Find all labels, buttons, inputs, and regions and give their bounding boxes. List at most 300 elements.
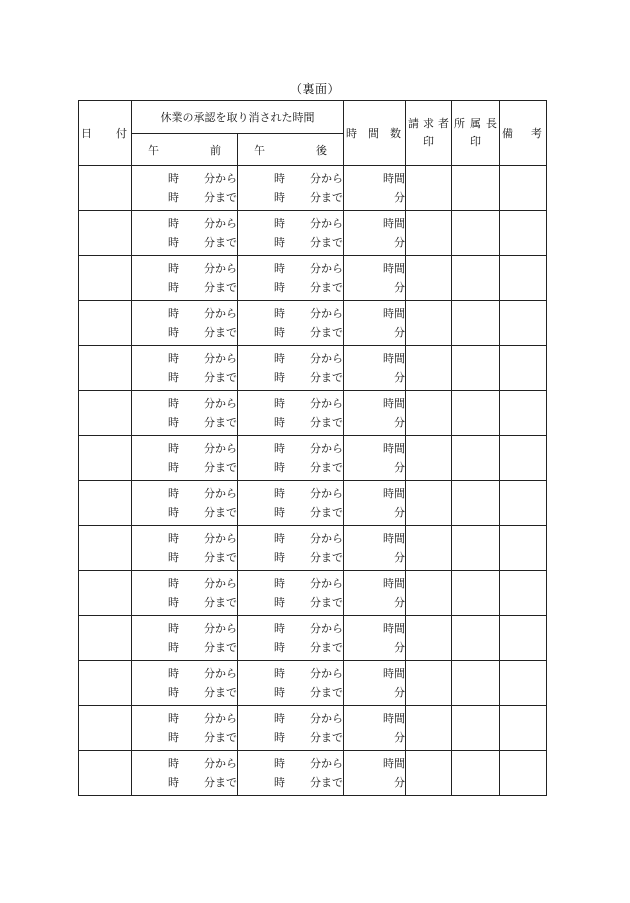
pm-to-label: 分まで xyxy=(310,191,343,204)
hours-unit: 時間 xyxy=(383,487,405,500)
pm-to-label: 分まで xyxy=(310,506,343,519)
pm-to-line xyxy=(238,278,343,297)
am-to-hour-unit: 時 xyxy=(168,506,179,519)
minutes-unit: 分 xyxy=(394,506,405,519)
remarks-cell[interactable] xyxy=(500,661,547,706)
pm-time-cell[interactable] xyxy=(238,706,344,751)
pm-to-line xyxy=(238,233,343,252)
pm-time-cell[interactable] xyxy=(238,616,344,661)
pm-to-label: 分まで xyxy=(310,416,343,429)
am-time-cell[interactable] xyxy=(132,211,238,256)
am-from-line xyxy=(132,169,237,188)
hours-unit: 時間 xyxy=(383,442,405,455)
am-from-line xyxy=(132,574,237,593)
am-time-cell[interactable] xyxy=(132,391,238,436)
pm-to-hour-unit: 時 xyxy=(274,281,285,294)
am-from-label: 分から xyxy=(204,442,237,455)
date-cell[interactable] xyxy=(79,166,132,211)
pm-from-line xyxy=(238,169,343,188)
pm-from-label: 分から xyxy=(310,532,343,545)
hours-unit: 時間 xyxy=(383,307,405,320)
am-to-line xyxy=(132,773,237,792)
am-time-cell[interactable] xyxy=(132,571,238,616)
pm-from-hour-unit: 時 xyxy=(274,397,285,410)
pm-from-hour-unit: 時 xyxy=(274,622,285,635)
date-cell[interactable] xyxy=(79,481,132,526)
table-row xyxy=(79,256,547,301)
minutes-unit: 分 xyxy=(394,416,405,429)
header-requester-char-2: 求 xyxy=(423,117,434,130)
pm-from-line xyxy=(238,439,343,458)
header-hours-char-3: 数 xyxy=(390,127,401,140)
header-remarks-char-2: 考 xyxy=(531,127,542,140)
remarks-cell[interactable] xyxy=(500,481,547,526)
requester-seal-cell[interactable] xyxy=(406,391,452,436)
table-row xyxy=(79,706,547,751)
am-to-hour-unit: 時 xyxy=(168,731,179,744)
header-hours-char-1: 時 xyxy=(346,127,357,140)
am-from-label: 分から xyxy=(204,262,237,275)
pm-from-label: 分から xyxy=(310,622,343,635)
page-title: （裏面） xyxy=(289,82,340,96)
date-cell[interactable] xyxy=(79,526,132,571)
am-to-label: 分まで xyxy=(204,461,237,474)
am-time-cell[interactable] xyxy=(132,166,238,211)
am-from-label: 分から xyxy=(204,667,237,680)
pm-to-hour-unit: 時 xyxy=(274,191,285,204)
header-am-char-2: 前 xyxy=(210,143,221,157)
am-from-line xyxy=(132,709,237,728)
header-supervisor-char-2: 属 xyxy=(470,117,481,130)
supervisor-seal-cell[interactable] xyxy=(452,301,500,346)
pm-to-line xyxy=(238,413,343,432)
pm-from-line xyxy=(238,349,343,368)
pm-from-label: 分から xyxy=(310,172,343,185)
pm-from-label: 分から xyxy=(310,487,343,500)
am-time-cell[interactable] xyxy=(132,526,238,571)
am-to-hour-unit: 時 xyxy=(168,596,179,609)
requester-seal-cell[interactable] xyxy=(406,616,452,661)
am-to-label: 分まで xyxy=(204,776,237,789)
pm-from-hour-unit: 時 xyxy=(274,307,285,320)
remarks-cell[interactable] xyxy=(500,436,547,481)
supervisor-seal-cell[interactable] xyxy=(452,661,500,706)
date-cell[interactable] xyxy=(79,706,132,751)
pm-from-line xyxy=(238,304,343,323)
pm-from-line xyxy=(238,709,343,728)
pm-from-label: 分から xyxy=(310,352,343,365)
pm-from-label: 分から xyxy=(310,397,343,410)
am-time-cell[interactable] xyxy=(132,481,238,526)
pm-from-hour-unit: 時 xyxy=(274,577,285,590)
supervisor-seal-cell[interactable] xyxy=(452,526,500,571)
am-time-cell[interactable] xyxy=(132,436,238,481)
remarks-cell[interactable] xyxy=(500,346,547,391)
hours-unit: 時間 xyxy=(383,172,405,185)
am-time-cell[interactable] xyxy=(132,706,238,751)
pm-time-cell[interactable] xyxy=(238,436,344,481)
hours-cell[interactable] xyxy=(344,301,406,346)
am-to-hour-unit: 時 xyxy=(168,281,179,294)
pm-time-cell[interactable] xyxy=(238,256,344,301)
pm-to-line xyxy=(238,368,343,387)
pm-to-line xyxy=(238,593,343,612)
am-to-line xyxy=(132,593,237,612)
am-to-line xyxy=(132,683,237,702)
supervisor-seal-cell[interactable] xyxy=(452,166,500,211)
am-from-line xyxy=(132,484,237,503)
am-from-hour-unit: 時 xyxy=(168,262,179,275)
remarks-cell[interactable] xyxy=(500,751,547,796)
hours-cell[interactable] xyxy=(344,391,406,436)
hours-cell[interactable] xyxy=(344,571,406,616)
pm-to-line xyxy=(238,683,343,702)
minutes-unit: 分 xyxy=(394,326,405,339)
hours-cell[interactable] xyxy=(344,346,406,391)
pm-from-hour-unit: 時 xyxy=(274,172,285,185)
am-to-hour-unit: 時 xyxy=(168,776,179,789)
am-from-line xyxy=(132,754,237,773)
pm-from-label: 分から xyxy=(310,442,343,455)
am-from-label: 分から xyxy=(204,352,237,365)
header-remarks xyxy=(500,101,547,166)
minutes-unit: 分 xyxy=(394,236,405,249)
header-pm xyxy=(238,134,344,166)
pm-to-hour-unit: 時 xyxy=(274,326,285,339)
pm-from-line xyxy=(238,619,343,638)
am-from-hour-unit: 時 xyxy=(168,352,179,365)
requester-seal-cell[interactable] xyxy=(406,481,452,526)
am-to-label: 分まで xyxy=(204,236,237,249)
am-to-line xyxy=(132,638,237,657)
table-body xyxy=(79,166,547,796)
remarks-cell[interactable] xyxy=(500,526,547,571)
pm-to-line xyxy=(238,458,343,477)
am-from-hour-unit: 時 xyxy=(168,667,179,680)
am-from-label: 分から xyxy=(204,532,237,545)
pm-to-hour-unit: 時 xyxy=(274,641,285,654)
remarks-cell[interactable] xyxy=(500,391,547,436)
supervisor-seal-cell[interactable] xyxy=(452,616,500,661)
am-to-hour-unit: 時 xyxy=(168,641,179,654)
supervisor-seal-cell[interactable] xyxy=(452,436,500,481)
header-supervisor-char-1: 所 xyxy=(454,117,465,130)
requester-seal-cell[interactable] xyxy=(406,661,452,706)
hours-cell[interactable] xyxy=(344,166,406,211)
header-pm-char-1: 午 xyxy=(254,143,265,157)
pm-time-cell[interactable] xyxy=(238,571,344,616)
header-supervisor-seal-label: 印 xyxy=(470,135,481,148)
table-row xyxy=(79,571,547,616)
table-row xyxy=(79,616,547,661)
hours-cell[interactable] xyxy=(344,706,406,751)
pm-to-line xyxy=(238,638,343,657)
pm-to-hour-unit: 時 xyxy=(274,236,285,249)
requester-seal-cell[interactable] xyxy=(406,166,452,211)
am-to-line xyxy=(132,323,237,342)
header-requester-char-3: 者 xyxy=(438,117,449,130)
pm-to-hour-unit: 時 xyxy=(274,371,285,384)
am-time-cell[interactable] xyxy=(132,661,238,706)
am-to-hour-unit: 時 xyxy=(168,326,179,339)
am-to-hour-unit: 時 xyxy=(168,191,179,204)
requester-seal-cell[interactable] xyxy=(406,346,452,391)
table-row xyxy=(79,526,547,571)
pm-from-line xyxy=(238,664,343,683)
minutes-unit: 分 xyxy=(394,371,405,384)
remarks-cell[interactable] xyxy=(500,301,547,346)
am-to-line xyxy=(132,728,237,747)
header-date xyxy=(79,101,132,166)
pm-to-line xyxy=(238,188,343,207)
am-from-hour-unit: 時 xyxy=(168,397,179,410)
pm-from-hour-unit: 時 xyxy=(274,532,285,545)
date-cell[interactable] xyxy=(79,751,132,796)
pm-from-hour-unit: 時 xyxy=(274,262,285,275)
am-to-label: 分まで xyxy=(204,596,237,609)
pm-to-label: 分まで xyxy=(310,236,343,249)
pm-to-label: 分まで xyxy=(310,686,343,699)
supervisor-seal-cell[interactable] xyxy=(452,751,500,796)
pm-time-cell[interactable] xyxy=(238,346,344,391)
remarks-cell[interactable] xyxy=(500,256,547,301)
pm-from-label: 分から xyxy=(310,307,343,320)
requester-seal-cell[interactable] xyxy=(406,301,452,346)
remarks-cell[interactable] xyxy=(500,616,547,661)
pm-to-hour-unit: 時 xyxy=(274,506,285,519)
pm-to-label: 分まで xyxy=(310,371,343,384)
supervisor-seal-cell[interactable] xyxy=(452,481,500,526)
header-am xyxy=(132,134,238,166)
header-supervisor-seal xyxy=(452,101,500,166)
am-from-line xyxy=(132,214,237,233)
pm-to-line xyxy=(238,548,343,567)
date-cell[interactable] xyxy=(79,301,132,346)
am-from-label: 分から xyxy=(204,577,237,590)
am-from-hour-unit: 時 xyxy=(168,172,179,185)
requester-seal-cell[interactable] xyxy=(406,526,452,571)
date-cell[interactable] xyxy=(79,346,132,391)
am-to-line xyxy=(132,413,237,432)
header-am-char-1: 午 xyxy=(148,143,159,157)
am-time-cell[interactable] xyxy=(132,616,238,661)
pm-to-hour-unit: 時 xyxy=(274,686,285,699)
am-from-line xyxy=(132,394,237,413)
minutes-unit: 分 xyxy=(394,596,405,609)
supervisor-seal-cell[interactable] xyxy=(452,346,500,391)
requester-seal-cell[interactable] xyxy=(406,256,452,301)
pm-to-label: 分まで xyxy=(310,281,343,294)
am-time-cell[interactable] xyxy=(132,301,238,346)
am-to-hour-unit: 時 xyxy=(168,686,179,699)
minutes-unit: 分 xyxy=(394,686,405,699)
hours-cell[interactable] xyxy=(344,526,406,571)
minutes-unit: 分 xyxy=(394,731,405,744)
pm-from-line xyxy=(238,754,343,773)
pm-to-line xyxy=(238,323,343,342)
pm-from-label: 分から xyxy=(310,757,343,770)
am-time-cell[interactable] xyxy=(132,751,238,796)
table-row xyxy=(79,391,547,436)
minutes-unit: 分 xyxy=(394,191,405,204)
am-from-label: 分から xyxy=(204,712,237,725)
header-pm-char-2: 後 xyxy=(316,143,327,157)
minutes-unit: 分 xyxy=(394,776,405,789)
header-supervisor-char-3: 長 xyxy=(486,117,497,130)
header-cancelled-time: 休業の承認を取り消された時間 xyxy=(132,101,344,134)
pm-from-label: 分から xyxy=(310,667,343,680)
minutes-unit: 分 xyxy=(394,641,405,654)
date-cell[interactable] xyxy=(79,571,132,616)
pm-to-label: 分まで xyxy=(310,641,343,654)
supervisor-seal-cell[interactable] xyxy=(452,391,500,436)
hours-unit: 時間 xyxy=(383,622,405,635)
hours-unit: 時間 xyxy=(383,532,405,545)
am-to-label: 分まで xyxy=(204,506,237,519)
table-row xyxy=(79,166,547,211)
pm-to-label: 分まで xyxy=(310,326,343,339)
am-to-label: 分まで xyxy=(204,641,237,654)
pm-to-label: 分まで xyxy=(310,551,343,564)
am-to-label: 分まで xyxy=(204,416,237,429)
requester-seal-cell[interactable] xyxy=(406,571,452,616)
am-from-hour-unit: 時 xyxy=(168,532,179,545)
header-hours-char-2: 間 xyxy=(368,127,379,140)
am-from-line xyxy=(132,439,237,458)
am-from-line xyxy=(132,529,237,548)
pm-time-cell[interactable] xyxy=(238,211,344,256)
minutes-unit: 分 xyxy=(394,461,405,474)
pm-from-hour-unit: 時 xyxy=(274,667,285,680)
am-to-line xyxy=(132,368,237,387)
hours-cell[interactable] xyxy=(344,751,406,796)
am-from-line xyxy=(132,349,237,368)
date-cell[interactable] xyxy=(79,391,132,436)
am-from-label: 分から xyxy=(204,487,237,500)
pm-time-cell[interactable] xyxy=(238,166,344,211)
pm-from-line xyxy=(238,394,343,413)
minutes-unit: 分 xyxy=(394,551,405,564)
am-to-label: 分まで xyxy=(204,686,237,699)
hours-cell[interactable] xyxy=(344,661,406,706)
table-row xyxy=(79,661,547,706)
minutes-unit: 分 xyxy=(394,281,405,294)
hours-cell[interactable] xyxy=(344,256,406,301)
am-to-line xyxy=(132,458,237,477)
am-time-cell[interactable] xyxy=(132,256,238,301)
pm-from-hour-unit: 時 xyxy=(274,352,285,365)
hours-unit: 時間 xyxy=(383,217,405,230)
hours-cell[interactable] xyxy=(344,211,406,256)
pm-to-label: 分まで xyxy=(310,731,343,744)
pm-to-hour-unit: 時 xyxy=(274,731,285,744)
am-to-hour-unit: 時 xyxy=(168,461,179,474)
table-row xyxy=(79,346,547,391)
am-to-label: 分まで xyxy=(204,731,237,744)
pm-from-line xyxy=(238,214,343,233)
hours-unit: 時間 xyxy=(383,667,405,680)
pm-to-hour-unit: 時 xyxy=(274,551,285,564)
am-from-label: 分から xyxy=(204,622,237,635)
requester-seal-cell[interactable] xyxy=(406,751,452,796)
pm-from-hour-unit: 時 xyxy=(274,487,285,500)
pm-time-cell[interactable] xyxy=(238,661,344,706)
pm-time-cell[interactable] xyxy=(238,391,344,436)
date-cell[interactable] xyxy=(79,436,132,481)
am-from-hour-unit: 時 xyxy=(168,217,179,230)
pm-from-label: 分から xyxy=(310,577,343,590)
requester-seal-cell[interactable] xyxy=(406,211,452,256)
hours-cell[interactable] xyxy=(344,616,406,661)
am-to-line xyxy=(132,503,237,522)
table-row xyxy=(79,301,547,346)
am-from-hour-unit: 時 xyxy=(168,307,179,320)
am-from-hour-unit: 時 xyxy=(168,757,179,770)
am-from-label: 分から xyxy=(204,217,237,230)
header-remarks-char-1: 備 xyxy=(502,127,513,140)
supervisor-seal-cell[interactable] xyxy=(452,211,500,256)
remarks-cell[interactable] xyxy=(500,166,547,211)
am-from-hour-unit: 時 xyxy=(168,712,179,725)
hours-unit: 時間 xyxy=(383,262,405,275)
am-to-label: 分まで xyxy=(204,326,237,339)
pm-to-hour-unit: 時 xyxy=(274,776,285,789)
pm-from-line xyxy=(238,484,343,503)
remarks-cell[interactable] xyxy=(500,211,547,256)
pm-time-cell[interactable] xyxy=(238,301,344,346)
table-row xyxy=(79,211,547,256)
am-from-line xyxy=(132,619,237,638)
leave-cancellation-table xyxy=(78,100,547,796)
remarks-cell[interactable] xyxy=(500,571,547,616)
table-row xyxy=(79,751,547,796)
pm-time-cell[interactable] xyxy=(238,526,344,571)
am-from-label: 分から xyxy=(204,172,237,185)
pm-to-label: 分まで xyxy=(310,776,343,789)
remarks-cell[interactable] xyxy=(500,706,547,751)
pm-from-hour-unit: 時 xyxy=(274,757,285,770)
supervisor-seal-cell[interactable] xyxy=(452,256,500,301)
pm-from-line xyxy=(238,259,343,278)
am-to-label: 分まで xyxy=(204,191,237,204)
pm-time-cell[interactable] xyxy=(238,481,344,526)
am-from-hour-unit: 時 xyxy=(168,577,179,590)
pm-from-hour-unit: 時 xyxy=(274,442,285,455)
requester-seal-cell[interactable] xyxy=(406,436,452,481)
pm-time-cell[interactable] xyxy=(238,751,344,796)
am-to-label: 分まで xyxy=(204,371,237,384)
am-to-line xyxy=(132,188,237,207)
date-cell[interactable] xyxy=(79,256,132,301)
hours-unit: 時間 xyxy=(383,757,405,770)
date-cell[interactable] xyxy=(79,616,132,661)
pm-to-line xyxy=(238,773,343,792)
hours-unit: 時間 xyxy=(383,577,405,590)
am-time-cell[interactable] xyxy=(132,346,238,391)
pm-from-line xyxy=(238,574,343,593)
pm-to-label: 分まで xyxy=(310,461,343,474)
hours-cell[interactable] xyxy=(344,436,406,481)
am-from-line xyxy=(132,664,237,683)
pm-from-label: 分から xyxy=(310,712,343,725)
supervisor-seal-cell[interactable] xyxy=(452,706,500,751)
date-cell[interactable] xyxy=(79,661,132,706)
supervisor-seal-cell[interactable] xyxy=(452,571,500,616)
requester-seal-cell[interactable] xyxy=(406,706,452,751)
header-hours xyxy=(344,101,406,166)
hours-cell[interactable] xyxy=(344,481,406,526)
date-cell[interactable] xyxy=(79,211,132,256)
